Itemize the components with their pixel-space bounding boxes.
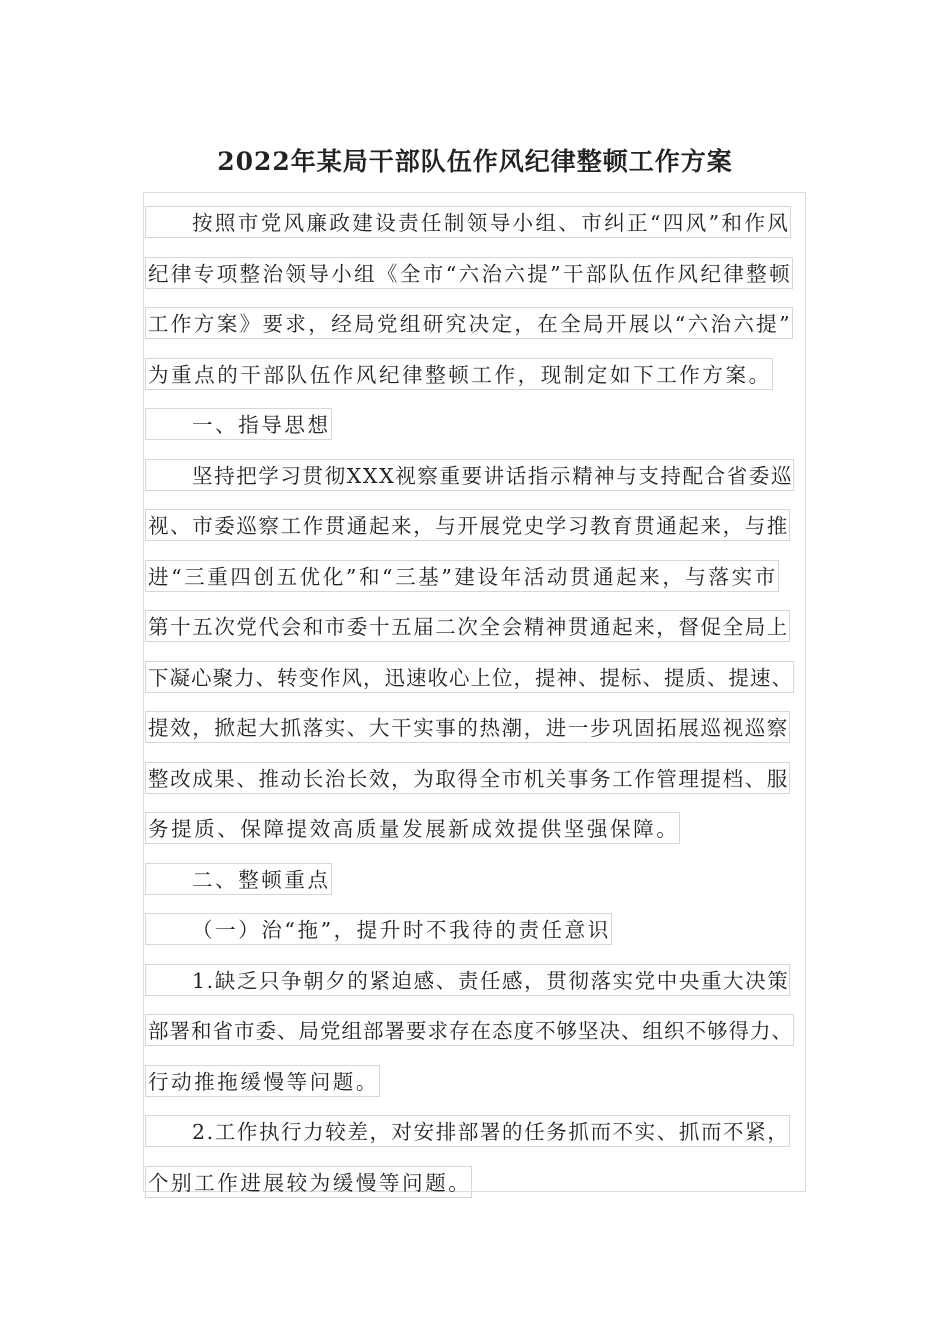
text-line-content: 整改成果、推动长治长效，为取得全市机关事务工作管理提档、服: [148, 767, 789, 791]
text-line: [145, 509, 790, 541]
text-line-content: 为重点的干部队伍作风纪律整顿工作，现制定如下工作方案。: [148, 363, 772, 387]
text-line-content: 2.工作执行力较差，对安排部署的任务抓而不实、抓而不紧，: [192, 1120, 790, 1144]
text-line-content: 按照市党风廉政建设责任制领导小组、市纠正“四风”和作风: [192, 211, 791, 235]
text-line: [145, 964, 790, 996]
text-line: [145, 711, 790, 743]
text-line-content: 提效，掀起大抓落实、大干实事的热潮，进一步巩固拓展巡视巡察: [148, 716, 789, 740]
text-line: [145, 408, 332, 440]
text-line: [145, 1115, 790, 1147]
text-line: [145, 459, 794, 491]
text-line-content: 视、市委巡察工作贯通起来，与开展党史学习教育贯通起来，与推: [148, 514, 789, 538]
text-line: [145, 257, 793, 289]
text-line-content: 下凝心聚力、转变作风，迅速收心上位，提神、提标、提质、提速、: [148, 666, 793, 690]
text-line-content: 个别工作进展较为缓慢等问题。: [148, 1171, 472, 1195]
text-line-content: 坚持把学习贯彻XXX视察重要讲话指示精神与支持配合省委巡: [192, 464, 794, 488]
text-line: [145, 812, 680, 844]
text-line: [145, 560, 779, 592]
text-line: [145, 661, 794, 693]
text-line-content: 务提质、保障提效高质量发展新成效提供坚强保障。: [148, 817, 680, 841]
text-line: [145, 358, 773, 390]
document-title: 2022年某局干部队伍作风纪律整顿工作方案: [217, 147, 733, 176]
text-line: [145, 610, 790, 642]
text-line: [145, 1014, 794, 1046]
text-line-content: （一）治“拖”，提升时不我待的责任意识: [192, 918, 611, 942]
text-line-content: 二、整顿重点: [192, 868, 331, 892]
text-line: [145, 206, 791, 238]
text-line-content: 第十五次党代会和市委十五届二次全会精神贯通起来，督促全局上: [148, 615, 789, 639]
text-line-content: 部署和省市委、局党组部署要求存在态度不够坚决、组织不够得力、: [148, 1019, 793, 1043]
text-line: [145, 307, 793, 339]
text-line-content: 行动推拖缓慢等问题。: [148, 1070, 379, 1094]
text-line-content: 工作方案》要求，经局党组研究决定，在全局开展以“六治六提”: [148, 312, 793, 336]
text-line: [145, 863, 332, 895]
text-line: [145, 762, 790, 794]
text-line-content: 一、指导思想: [192, 413, 331, 437]
text-line: [145, 1166, 472, 1198]
text-line: [145, 1065, 380, 1097]
text-line-content: 1.缺乏只争朝夕的紧迫感、责任感，贯彻落实党中央重大决策: [192, 969, 790, 993]
text-line-content: 进“三重四创五优化”和“三基”建设年活动贯通起来，与落实市: [148, 565, 778, 589]
text-line: [145, 913, 612, 945]
text-line-content: 纪律专项整治领导小组《全市“六治六提”干部队伍作风纪律整顿: [148, 262, 793, 286]
